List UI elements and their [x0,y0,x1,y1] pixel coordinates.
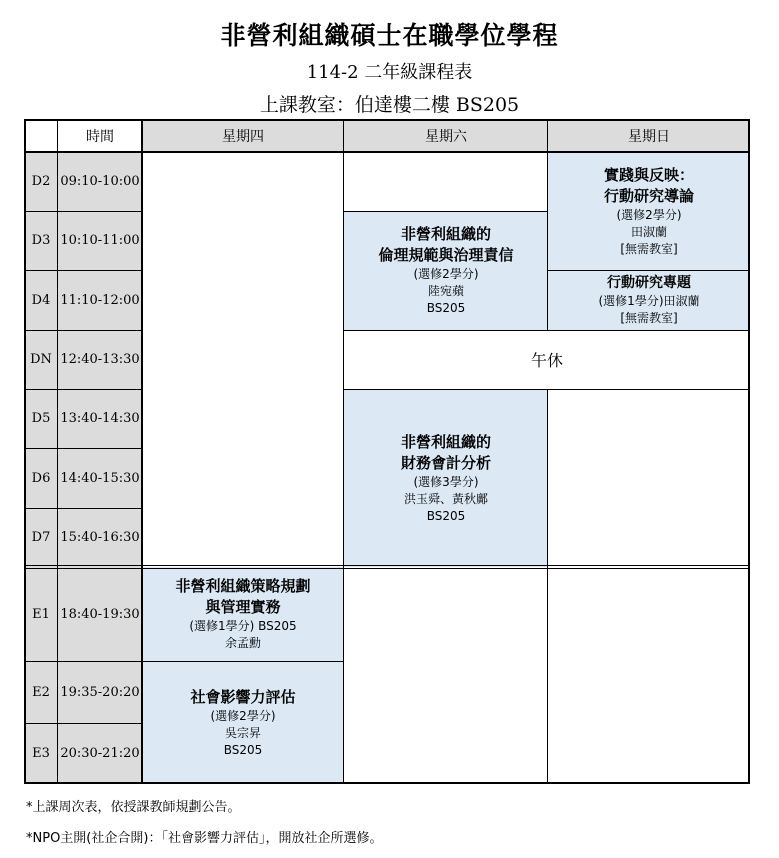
grid-line [547,119,548,330]
course-strategic-planning [142,567,344,661]
grid-line [57,119,58,784]
course-room: BS205 [426,508,466,523]
header-corner [24,119,58,152]
course-credit-teacher: (選修1學分)田淑蘭 [598,293,700,308]
course-credit: (選修2學分) [616,207,682,222]
course-room: [無需教室] [620,241,678,256]
course-teacher: 余孟勳 [224,636,261,650]
period-code: E1 [24,567,58,661]
grid-line [24,270,142,271]
period-code: D4 [24,270,58,330]
period-time: 20:30-21:20 [58,723,142,784]
period-time: 19:35-20:20 [58,661,142,723]
period-time: 12:40-13:30 [58,330,142,389]
grid-line [547,389,548,784]
grid-line [24,448,142,449]
course-room: BS205 [223,742,263,757]
footnote: *NPO主開(社企合開)：「社會影響力評估」，開放社企所選修。 [26,831,383,846]
grid-line [141,119,143,784]
period-time: 11:10-12:00 [58,270,142,330]
grid-line [24,389,142,390]
table-border [24,782,750,784]
period-time: 15:40-16:30 [58,508,142,567]
page-subtitle: 114-2 二年級課程表 [306,62,473,83]
table-border [748,119,750,784]
header-thursday: 星期四 [142,119,344,152]
period-code: DN [24,330,58,389]
course-credit-room: (選修1學分) BS205 [189,619,297,633]
course-action-research-project [548,270,750,330]
grid-line [344,389,750,390]
period-time: 14:40-15:30 [58,448,142,508]
header-time: 時間 [58,119,142,152]
period-code: D2 [24,152,58,211]
course-teacher: 陸宛蘋 [427,284,464,298]
header-sunday: 星期日 [548,119,750,152]
page-title: 非營利組織碩士在職學位學程 [220,21,559,50]
table-border [24,119,750,121]
course-room: BS205 [426,301,466,315]
footnote: *上課周次表，依授課教師規劃公告。 [26,800,241,815]
header-saturday: 星期六 [344,119,548,152]
course-title: 行動研究專題 [607,274,691,291]
period-code: D5 [24,389,58,448]
period-time: 10:10-11:00 [58,211,142,270]
course-credit: (選修2學分) [413,267,479,281]
grid-line [24,661,142,662]
course-title: 實踐與反映： [603,165,694,184]
grid-line [24,330,142,331]
course-teacher: 田淑蘭 [630,224,667,239]
period-code: E3 [24,723,58,784]
table-border [24,119,26,784]
grid-line [548,270,750,271]
period-time: 18:40-19:30 [58,567,142,661]
course-credit: (選修2學分) [210,708,276,723]
grid-line [24,508,142,509]
course-financial-accounting [344,389,548,567]
course-title: 非營利組織策略規劃 [175,577,311,595]
lunch-break: 午休 [530,351,563,370]
course-ethics-governance [344,211,548,330]
course-action-research-intro [548,152,750,270]
schedule-table [24,119,750,784]
course-title: 與管理實務 [205,598,281,616]
course-title: 社會影響力評估 [190,687,296,706]
grid-line [24,565,750,566]
course-teacher: 吳宗昇 [224,725,261,740]
course-title: 財務會計分析 [400,453,491,472]
period-code: D7 [24,508,58,567]
period-code: E2 [24,661,58,723]
course-title: 行動研究導論 [603,186,694,205]
course-title: 倫理規範與治理責信 [378,246,514,264]
grid-line [24,211,142,212]
period-time: 09:10-10:00 [58,152,142,211]
course-title: 非營利組織的 [400,432,491,451]
classroom-info: 上課教室：伯達樓二樓 BS205 [259,94,520,116]
course-credit: (選修3學分) [413,474,479,489]
grid-line [343,119,344,784]
grid-line [24,151,750,153]
period-code: D6 [24,448,58,508]
course-title: 非營利組織的 [400,225,491,243]
course-room: [無需教室] [620,310,678,325]
grid-line [142,661,344,662]
period-time: 13:40-14:30 [58,389,142,448]
grid-line [24,723,142,724]
grid-line [24,568,750,569]
course-social-impact [142,661,344,784]
grid-line [344,211,548,212]
period-code: D3 [24,211,58,270]
grid-line [344,330,750,331]
course-teacher: 洪玉舜、黃秋鄺 [403,491,488,506]
